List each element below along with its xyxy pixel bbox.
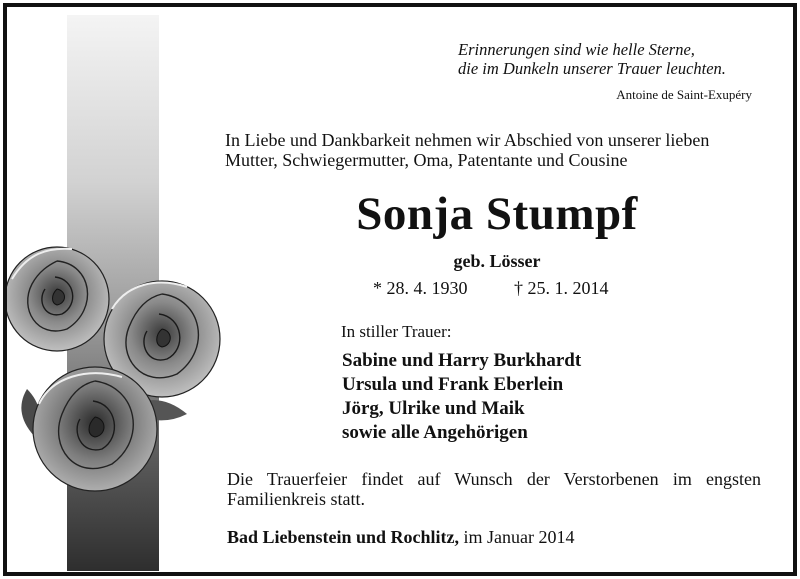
birth-name: geb. Lösser bbox=[453, 251, 541, 271]
deceased-name: Sonja Stumpf bbox=[356, 188, 638, 240]
mourner-entry: Ursula und Frank Eberlein bbox=[342, 374, 564, 395]
mourner-entry: sowie alle Angehörigen bbox=[342, 422, 528, 443]
roses-illustration bbox=[7, 239, 227, 509]
place: Bad Liebenstein und Rochlitz, bbox=[227, 527, 460, 547]
quote-line-2: die im Dunkeln unserer Trauer leuchten. bbox=[458, 59, 726, 78]
quote-author: Antoine de Saint-Exupéry bbox=[616, 87, 752, 102]
death-date: † 25. 1. 2014 bbox=[514, 278, 609, 298]
intro-text bbox=[225, 130, 765, 170]
birth-date: * 28. 4. 1930 bbox=[373, 278, 468, 298]
quote bbox=[458, 40, 768, 78]
funeral-notice: Die Trauerfeier findet auf Wunsch der Verstorbenen im engsten Familienkreis statt. bbox=[227, 469, 761, 509]
intro-line-1: In Liebe und Dankbarkeit nehmen wir Abschied von unserer lieben bbox=[225, 130, 710, 150]
mourning-heading: In stiller Trauer: bbox=[341, 322, 452, 341]
obituary-frame bbox=[3, 3, 797, 576]
intro-line-2: Mutter, Schwiegermutter, Oma, Patentante und Cousine bbox=[225, 150, 628, 170]
quote-line-1: Erinnerungen sind wie helle Sterne, bbox=[458, 40, 695, 59]
rose-bottom bbox=[33, 367, 157, 491]
place-and-date bbox=[227, 527, 575, 548]
rose-top-left bbox=[7, 247, 109, 351]
mourners-list bbox=[342, 349, 581, 445]
mourner-entry: Sabine und Harry Burkhardt bbox=[342, 350, 582, 371]
mourner-entry: Jörg, Ulrike und Maik bbox=[342, 398, 525, 419]
date: im Januar 2014 bbox=[463, 527, 575, 547]
